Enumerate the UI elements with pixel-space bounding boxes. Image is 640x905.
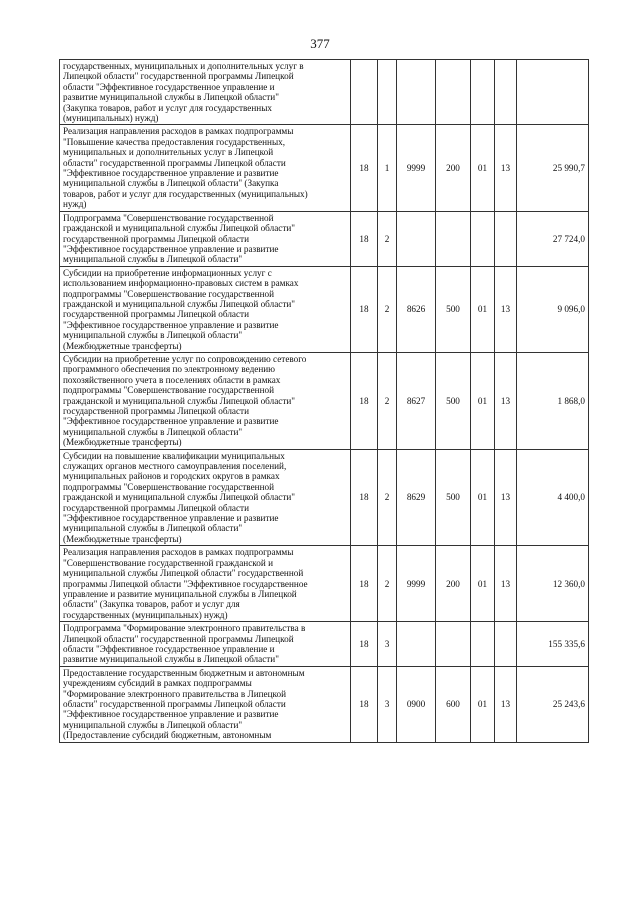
- expense-type-code: [436, 60, 471, 125]
- amount: [517, 60, 589, 125]
- ministry-code: 18: [351, 622, 378, 667]
- subsection-code: 01: [471, 449, 495, 546]
- section-code: 2: [378, 211, 397, 266]
- section-code: 3: [378, 666, 397, 742]
- ministry-code: 18: [351, 266, 378, 352]
- item-code: [495, 211, 517, 266]
- item-code: [495, 622, 517, 667]
- row-description: Реализация направления расходов в рамках подпрограммы "Повышение качества предоставления государственных, муниципальных и дополнительных услуг в Липецкой области" государственной программы Липецкой области "Эффективное государственное управление и развитие муниципальной службы в Липецкой области" (Закупка товаров, работ и услуг для государственных (муниципальных) нужд): [60, 125, 351, 211]
- amount: 12 360,0: [517, 546, 589, 622]
- ministry-code: 18: [351, 546, 378, 622]
- section-code: 2: [378, 546, 397, 622]
- subsection-code: [471, 622, 495, 667]
- table-row: [60, 125, 589, 211]
- target-code: [397, 60, 436, 125]
- item-code: 13: [495, 266, 517, 352]
- item-code: 13: [495, 546, 517, 622]
- section-code: 2: [378, 449, 397, 546]
- amount: 25 990,7: [517, 125, 589, 211]
- amount: 9 096,0: [517, 266, 589, 352]
- expense-type-code: [436, 622, 471, 667]
- ministry-code: 18: [351, 666, 378, 742]
- amount: 1 868,0: [517, 352, 589, 449]
- expense-type-code: 600: [436, 666, 471, 742]
- amount: 4 400,0: [517, 449, 589, 546]
- target-code: [397, 211, 436, 266]
- table-row: [60, 60, 589, 125]
- subsection-code: 01: [471, 666, 495, 742]
- amount: 25 243,6: [517, 666, 589, 742]
- target-code: 8626: [397, 266, 436, 352]
- row-description: Субсидии на повышение квалификации муниципальных служащих органов местного самоуправления поселений, муниципальных районов и городских округов в рамках подпрограммы "Совершенствование государственной гражданской и муниципальной службы Липецкой области" государственной программы Липецкой области "Эффективное государственное управление и развитие муниципальной службы в Липецкой области" (Межбюджетные трансферты): [60, 449, 351, 546]
- row-description: Подпрограмма "Формирование электронного правительства в Липецкой области" государственной программы Липецкой области "Эффективное государственное управление и развитие муниципальной службы в Липецкой области": [60, 622, 351, 667]
- page-number: 377: [310, 36, 330, 51]
- section-code: [378, 60, 397, 125]
- target-code: 8629: [397, 449, 436, 546]
- target-code: 8627: [397, 352, 436, 449]
- row-description: государственных, муниципальных и дополнительных услуг в Липецкой области" государственной программы Липецкой области "Эффективное государственное управление и развитие муниципальной службы в Липецкой области" (Закупка товаров, работ и услуг для государственных (муниципальных) нужд): [60, 60, 351, 125]
- item-code: 13: [495, 449, 517, 546]
- ministry-code: 18: [351, 125, 378, 211]
- subsection-code: 01: [471, 352, 495, 449]
- expense-type-code: 500: [436, 449, 471, 546]
- expense-type-code: 500: [436, 266, 471, 352]
- target-code: 9999: [397, 125, 436, 211]
- row-description: Подпрограмма "Совершенствование государственной гражданской и муниципальной службы Липецкой области" государственной программы Липецкой области "Эффективное государственное управление и развитие муниципальной службы в Липецкой области": [60, 211, 351, 266]
- table-row: [60, 666, 589, 742]
- budget-table: [59, 59, 589, 743]
- ministry-code: [351, 60, 378, 125]
- row-description: Субсидии на приобретение услуг по сопровождению сетевого программного обеспечения по электронному ведению похозяйственного учета в поселениях области в рамках подпрограммы "Совершенствование государственной гражданской и муниципальной службы Липецкой области" государственной программы Липецкой области "Эффективное государственное управление и развитие муниципальной службы в Липецкой области" (Межбюджетные трансферты): [60, 352, 351, 449]
- subsection-code: [471, 211, 495, 266]
- section-code: 1: [378, 125, 397, 211]
- item-code: [495, 60, 517, 125]
- target-code: 0900: [397, 666, 436, 742]
- row-description: Предоставление государственным бюджетным и автономным учреждениям субсидий в рамках подпрограммы "Формирование электронного правительства в Липецкой области" государственной программы Липецкой области "Эффективное государственное управление и развитие муниципальной службы в Липецкой области" (Предоставление субсидий бюджетным, автономным: [60, 666, 351, 742]
- item-code: 13: [495, 352, 517, 449]
- subsection-code: 01: [471, 266, 495, 352]
- item-code: 13: [495, 666, 517, 742]
- subsection-code: 01: [471, 125, 495, 211]
- expense-type-code: [436, 211, 471, 266]
- table-row: [60, 546, 589, 622]
- target-code: 9999: [397, 546, 436, 622]
- ministry-code: 18: [351, 211, 378, 266]
- subsection-code: [471, 60, 495, 125]
- table-row: [60, 266, 589, 352]
- table-row: [60, 211, 589, 266]
- section-code: 3: [378, 622, 397, 667]
- row-description: Субсидии на приобретение информационных услуг с использованием информационно-правовых систем в рамках подпрограммы "Совершенствование государственной гражданской и муниципальной службы Липецкой области" государственной программы Липецкой области "Эффективное государственное управление и развитие муниципальной службы в Липецкой области" (Межбюджетные трансферты): [60, 266, 351, 352]
- row-description: Реализация направления расходов в рамках подпрограммы "Совершенствование государственной гражданской и муниципальной службы Липецкой области" государственной программы Липецкой области "Эффективное государственное управление и развитие муниципальной службы в Липецкой области" (Закупка товаров, работ и услуг для государственных (муниципальных) нужд): [60, 546, 351, 622]
- expense-type-code: 200: [436, 546, 471, 622]
- section-code: 2: [378, 352, 397, 449]
- ministry-code: 18: [351, 449, 378, 546]
- table-row: [60, 449, 589, 546]
- ministry-code: 18: [351, 352, 378, 449]
- amount: 155 335,6: [517, 622, 589, 667]
- section-code: 2: [378, 266, 397, 352]
- table-row: [60, 622, 589, 667]
- subsection-code: 01: [471, 546, 495, 622]
- item-code: 13: [495, 125, 517, 211]
- table-row: [60, 352, 589, 449]
- expense-type-code: 200: [436, 125, 471, 211]
- amount: 27 724,0: [517, 211, 589, 266]
- expense-type-code: 500: [436, 352, 471, 449]
- target-code: [397, 622, 436, 667]
